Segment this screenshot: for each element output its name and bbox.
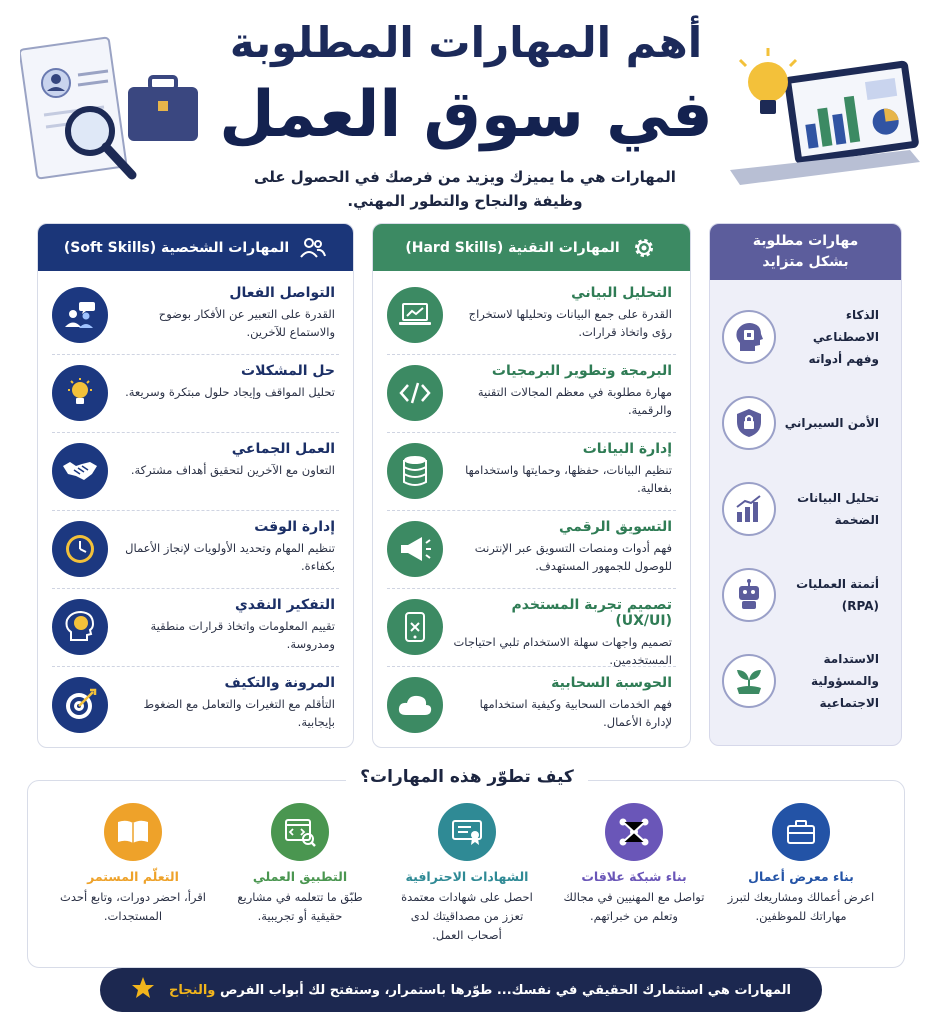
laptop-lightbulb-illustration [720, 40, 925, 200]
star-icon [131, 976, 155, 1004]
skill-desc: فهم أدوات ومنصات التسويق عبر الإنترنت للوصول للجمهور المستهدف. [474, 541, 672, 573]
book-icon [104, 803, 162, 861]
hard-skill-digital-marketing [387, 511, 676, 589]
bar-chart-icon [722, 482, 776, 536]
soft-skill-problem-solving [52, 355, 339, 433]
hard-skills-list [373, 271, 690, 745]
hard-skill-ux-ui [387, 589, 676, 667]
skill-desc: التعاون مع الآخرين لتحقيق أهداف مشتركة. [130, 463, 335, 477]
page-subtitle: المهارات هي ما يميزك ويزيد من فرصك في الحصول على وظيفة والنجاح والتطور المهني. [254, 168, 676, 210]
develop-item-network [559, 803, 709, 945]
soft-skill-flexibility [52, 667, 339, 745]
develop-item-title: التطبيق العملي [252, 869, 348, 884]
soft-skill-time-management [52, 511, 339, 589]
trend-item-ai [722, 294, 889, 380]
hard-skills-heading: المهارات التقنية (Hard Skills) [405, 239, 620, 256]
code-icon [387, 365, 443, 421]
people-chat-icon [52, 287, 108, 343]
skill-desc: فهم الخدمات السحابية وكيفية استخدامها لإدارة الأعمال. [479, 697, 672, 729]
trending-skills-list [710, 280, 901, 724]
develop-item-certificates [392, 803, 542, 945]
footer-message [169, 983, 791, 998]
gear-icon [630, 234, 658, 262]
skill-desc: تنظيم البيانات، حفظها، وحمايتها واستخدامها بفعالية. [465, 463, 672, 495]
skill-desc: القدرة على جمع البيانات وتحليلها لاستخراج رؤى واتخاذ قرارات. [468, 307, 672, 339]
skill-title: التواصل الفعال [229, 285, 335, 301]
skill-desc: تنظيم المهام وتحديد الأولويات لإنجاز الأعمال بكفاءة. [125, 541, 335, 573]
brain-head-icon [52, 599, 108, 655]
trend-label: الاستدامة والمسؤولية الاجتماعية [811, 652, 879, 710]
develop-items [58, 803, 876, 945]
soft-skills-list [38, 271, 353, 745]
develop-item-desc: طبّق ما تتعلمه في مشاريع حقيقية أو تجريبية. [237, 890, 363, 923]
skill-title: إدارة البيانات [582, 441, 672, 457]
develop-item-desc: اعرض أعمالك ومشاريعك لتبرز مهاراتك للموظفين. [727, 890, 875, 923]
skill-title: تصميم تجربة المستخدم (UX/UI) [511, 597, 672, 629]
hard-skill-data-management [387, 433, 676, 511]
develop-item-practice [225, 803, 375, 945]
header [0, 0, 932, 225]
skill-desc: تصميم واجهات سهلة الاستخدام تلبي احتياجات المستخدمين. [453, 635, 672, 667]
develop-item-title: بناء معرض أعمال [748, 869, 854, 884]
page-title-line1: أهم المهارات المطلوبة [229, 18, 703, 67]
hard-skills-header [373, 224, 690, 271]
resume-briefcase-illustration [20, 35, 210, 195]
target-icon [52, 677, 108, 733]
skill-title: إدارة الوقت [254, 519, 335, 535]
develop-item-desc: تواصل مع المهنيين في مجالك وتعلم من خبراتهم. [563, 890, 705, 923]
develop-item-learning [58, 803, 208, 945]
ai-head-icon [722, 310, 776, 364]
skill-desc: مهارة مطلوبة في معظم المجالات التقنية والرقمية. [477, 385, 672, 417]
trending-heading-line2: بشكل متزايد [762, 254, 849, 270]
develop-heading: كيف تطوّر هذه المهارات؟ [346, 767, 588, 787]
skill-title: العمل الجماعي [231, 441, 335, 457]
megaphone-icon [387, 521, 443, 577]
footer-text: المهارات هي استثمارك الحقيقي في نفسك... طوّرها باستمرار، وستفتح لك أبواب الفرص [219, 982, 791, 998]
develop-heading-wrap [28, 767, 906, 787]
skill-title: المرونة والتكيف [224, 675, 335, 691]
hard-skill-programming [387, 355, 676, 433]
soft-skills-column [37, 223, 354, 748]
trend-item-big-data [722, 466, 889, 552]
skill-title: البرمجة وتطوير البرمجيات [491, 363, 672, 379]
handshake-icon [52, 443, 108, 499]
robot-icon [722, 568, 776, 622]
laptop-chart-icon [387, 287, 443, 343]
skill-title: التفكير النقدي [234, 597, 335, 613]
develop-item-title: الشهادات الاحترافية [405, 869, 529, 884]
skill-desc: القدرة على التعبير عن الأفكار بوضوح والاستماع للآخرين. [158, 307, 335, 339]
skill-title: التحليل البياني [571, 285, 672, 301]
soft-skills-heading: المهارات الشخصية (Soft Skills) [63, 239, 290, 256]
soft-skill-critical-thinking [52, 589, 339, 667]
leaf-icon [722, 654, 776, 708]
cloud-icon [387, 677, 443, 733]
trend-label: تحليل البيانات الضخمة [797, 491, 879, 527]
skill-title: حل المشكلات [241, 363, 335, 379]
trend-label: الذكاء الاصطناعي وفهم أدواته [808, 308, 879, 366]
skill-title: الحوسبة السحابية [551, 675, 672, 691]
develop-item-title: التعلّم المستمر [87, 869, 179, 884]
lightbulb-icon [52, 365, 108, 421]
footer-banner [100, 968, 822, 1012]
skill-desc: تحليل المواقف وإيجاد حلول مبتكرة وسريعة. [125, 385, 335, 399]
phone-design-icon [387, 599, 443, 655]
trend-label: أتمتة العمليات (RPA) [796, 577, 879, 613]
soft-skill-teamwork [52, 433, 339, 511]
hard-skill-cloud-computing [387, 667, 676, 745]
soft-skills-header [38, 224, 353, 271]
shield-lock-icon [722, 396, 776, 450]
develop-skills-section [27, 767, 905, 968]
briefcase-icon [772, 803, 830, 861]
trending-skills-column [709, 223, 902, 746]
develop-item-portfolio [726, 803, 876, 945]
soft-skill-communication [52, 277, 339, 355]
trend-item-rpa [722, 552, 889, 638]
develop-item-desc: اقرأ، احضر دورات، وتابع أحدث المستجدات. [60, 890, 206, 923]
trending-skills-header [710, 224, 901, 280]
users-icon [299, 234, 327, 262]
develop-item-desc: احصل على شهادات معتمدة تعزز من مصداقيتك لدى أصحاب العمل. [401, 890, 533, 942]
trending-heading-line1: مهارات مطلوبة [752, 233, 859, 249]
code-window-icon [271, 803, 329, 861]
certificate-icon [438, 803, 496, 861]
page-title-line2: في سوق العمل [219, 78, 713, 152]
network-icon [605, 803, 663, 861]
trend-item-cybersecurity [722, 380, 889, 466]
footer-accent: والنجاح [169, 982, 216, 998]
hard-skill-data-analysis [387, 277, 676, 355]
trend-item-sustainability [722, 638, 889, 724]
skill-desc: تقييم المعلومات واتخاذ قرارات منطقية ومدروسة. [150, 619, 335, 651]
hard-skills-column [372, 223, 691, 748]
skill-title: التسويق الرقمي [558, 519, 672, 535]
trend-label: الأمن السيبراني [784, 416, 879, 430]
skill-desc: التأقلم مع التغيرات والتعامل مع الضغوط بإيجابية. [143, 697, 335, 729]
clock-icon [52, 521, 108, 577]
database-icon [387, 443, 443, 499]
develop-item-title: بناء شبكة علاقات [581, 869, 687, 884]
